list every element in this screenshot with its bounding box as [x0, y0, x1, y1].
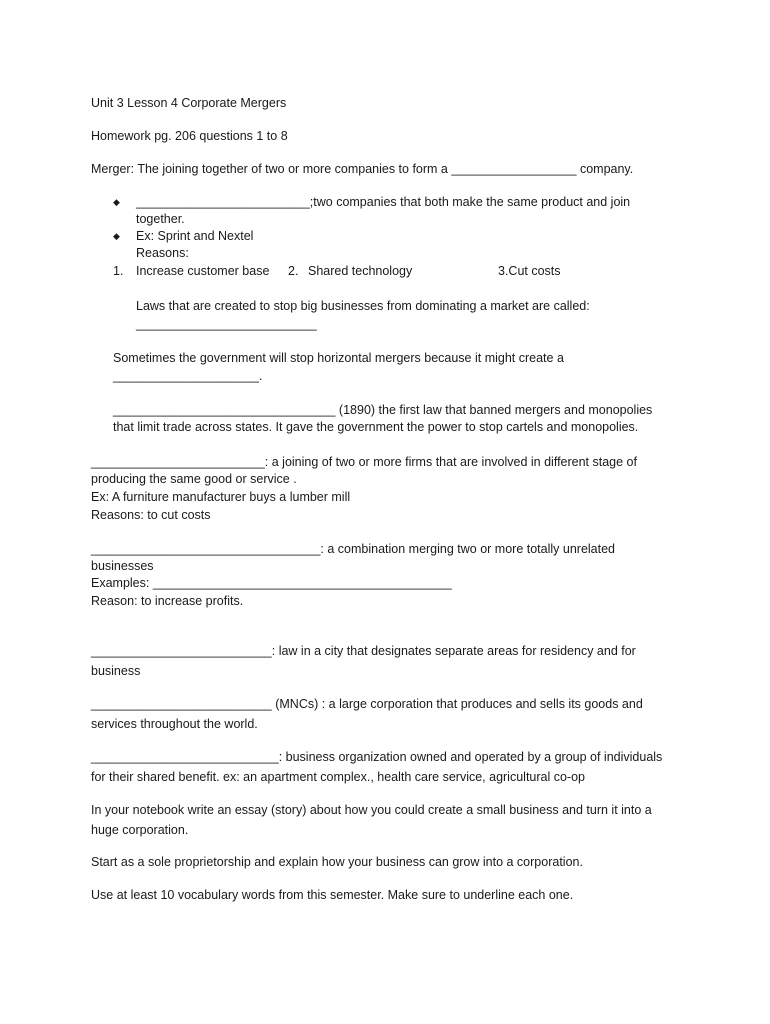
zoning-line2: business — [91, 664, 141, 678]
reason-number: 1. — [113, 264, 124, 278]
horizontal-def-line1: _________________________;two companies that both make the same product and join — [136, 195, 631, 209]
essay-line2: huge corporation. — [91, 823, 189, 837]
antitrust-line1: Laws that are created to stop big businesses from dominating a market are called: — [136, 299, 590, 313]
horizontal-example: Ex: Sprint and Nextel — [136, 229, 254, 243]
vertical-line2: producing the same good or service . — [91, 472, 297, 486]
reason-text: Increase customer base — [136, 264, 270, 278]
start-instruction: Start as a sole proprietorship and explain how your business can grow into a corporation. — [91, 855, 583, 869]
conglomerate-examples: Examples: ___________________________________________ — [91, 576, 452, 590]
sherman-line1: ________________________________ (1890) the first law that banned mergers and monopolies — [113, 403, 653, 417]
homework-line: Homework pg. 206 questions 1 to 8 — [91, 129, 288, 143]
essay-line1: In your notebook write an essay (story) about how you could create a small business and turn it into a — [91, 803, 652, 817]
bullet-icon: ◆ — [113, 231, 120, 241]
zoning-line1: __________________________: law in a city that designates separate areas for residency and for — [91, 644, 636, 658]
mnc-line2: services throughout the world. — [91, 717, 258, 731]
monopoly-line1: Sometimes the government will stop horizontal mergers because it might create a — [113, 351, 564, 365]
merger-definition: Merger: The joining together of two or more companies to form a __________________ company. — [91, 162, 634, 176]
conglomerate-line1: _________________________________: a combination merging two or more totally unrelated — [91, 542, 616, 556]
horizontal-def-line2: together. — [136, 212, 185, 226]
coop-line1: ___________________________: business organization owned and operated by a group of individuals — [91, 750, 663, 764]
page-title: Unit 3 Lesson 4 Corporate Mergers — [91, 96, 287, 110]
reason-number: 2. — [288, 264, 299, 278]
mnc-line1: __________________________ (MNCs) : a large corporation that produces and sells its goods and — [91, 697, 643, 711]
vertical-line1: _________________________: a joining of two or more firms that are involved in different stage of — [91, 455, 637, 469]
vertical-example: Ex: A furniture manufacturer buys a lumber mill — [91, 490, 351, 504]
vocab-instruction: Use at least 10 vocabulary words from this semester. Make sure to underline each one. — [91, 888, 574, 902]
vertical-reasons: Reasons: to cut costs — [91, 508, 211, 522]
horizontal-reasons-label: Reasons: — [136, 246, 189, 260]
bullet-icon: ◆ — [113, 197, 120, 207]
conglomerate-line2: businesses — [91, 559, 154, 573]
monopoly-line2: _____________________. — [113, 369, 263, 383]
sherman-line2: that limit trade across states. It gave the government the power to stop cartels and monopolies. — [113, 420, 639, 434]
coop-line2: for their shared benefit. ex: an apartment complex., health care service, agricultural co-op — [91, 770, 586, 784]
conglomerate-reason: Reason: to increase profits. — [91, 594, 244, 608]
antitrust-line2: __________________________ — [136, 317, 317, 331]
reason-text: 3.Cut costs — [498, 264, 561, 278]
reason-text: Shared technology — [308, 264, 413, 278]
